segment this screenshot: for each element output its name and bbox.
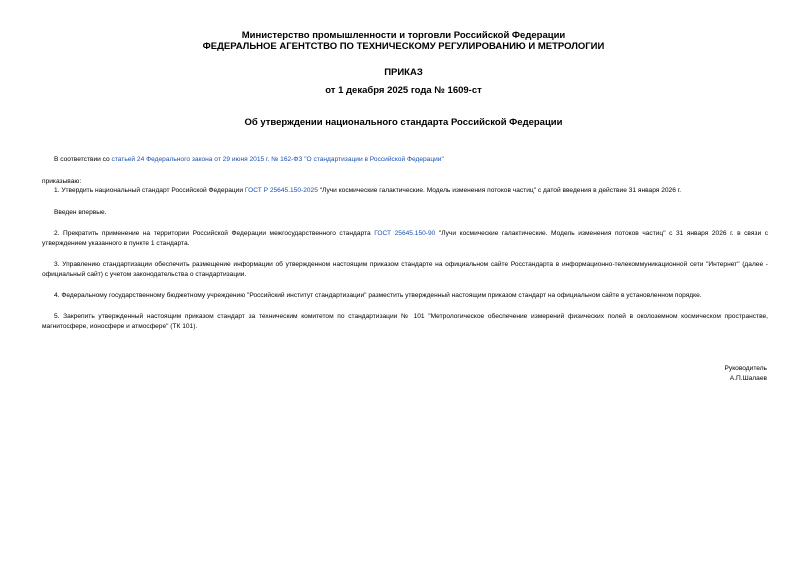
signatory-name: А.П.Шалаев — [729, 375, 767, 382]
signature-block — [725, 364, 767, 384]
gost-r-25645-150-2025-link[interactable]: ГОСТ Р 25645.150-2025 — [244, 187, 318, 194]
paragraph-2-suffix: "Лучи космические галактические. Модель изменения потоков частиц" с 31 января 2026 г. в связи с утверждением указанного в пункте 1 стандарта. — [42, 230, 768, 247]
paragraph-1-note: Введен впервые. — [54, 209, 107, 216]
document-type: ПРИКАЗ — [384, 67, 423, 78]
paragraph-1-suffix: "Лучи космические галактические. Модель изменения потоков частиц" с датой введения в действие 31 января 2026 г. — [317, 187, 682, 194]
paragraph-3: 3. Управлению стандартизации обеспечить размещение информации об утвержденном настоящим приказом стандарте на официальном сайте Росстандарта в информационно-телекоммуникационной сети "Интернет" (далее - официальный сайт) с учетом законодательства о стандартизации. — [42, 261, 768, 278]
preamble-prefix: В соответствии со — [54, 156, 112, 163]
preamble-paragraph — [42, 155, 768, 165]
order-word: приказываю: — [42, 178, 82, 185]
paragraph-1-prefix: 1. Утвердить национальный стандарт Российской Федерации — [54, 187, 245, 194]
paragraph-2-prefix: 2. Прекратить применение на территории Российской Федерации межгосударственного стандарта — [54, 230, 375, 237]
agency-name: ФЕДЕРАЛЬНОЕ АГЕНТСТВО ПО ТЕХНИЧЕСКОМУ РЕГУЛИРОВАНИЮ И МЕТРОЛОГИИ — [202, 41, 605, 52]
paragraph-1 — [42, 186, 768, 196]
federal-law-link[interactable]: статьей 24 Федерального закона от 29 июня 2015 г. № 162-ФЗ "О стандартизации в Российской Федерации" — [111, 156, 444, 163]
document-header — [0, 30, 807, 52]
document-subject: Об утверждении национального стандарта Российской Федерации — [244, 117, 563, 128]
paragraph-5: 5. Закрепить утвержденный настоящим приказом стандарт за техническим комитетом по стандартизации № 101 "Метрологическое обеспечение измерений физических полей в околоземном космическом пространстве, магнитосфере, ионосфере и атмосфере" (ТК 101). — [42, 313, 768, 330]
signatory-position: Руководитель — [724, 365, 767, 372]
ministry-name: Министерство промышленности и торговли Российской Федерации — [241, 30, 566, 41]
paragraph-2 — [42, 229, 768, 249]
document-date-number: от 1 декабря 2025 года № 1609-ст — [325, 85, 482, 96]
paragraph-4: 4. Федеральному государственному бюджетному учреждению "Российский институт стандартизации" разместить утвержденный настоящим приказом стандарт на официальном сайте в установленном порядке. — [54, 292, 702, 299]
gost-25645-150-90-link[interactable]: ГОСТ 25645.150-90 — [374, 230, 436, 237]
